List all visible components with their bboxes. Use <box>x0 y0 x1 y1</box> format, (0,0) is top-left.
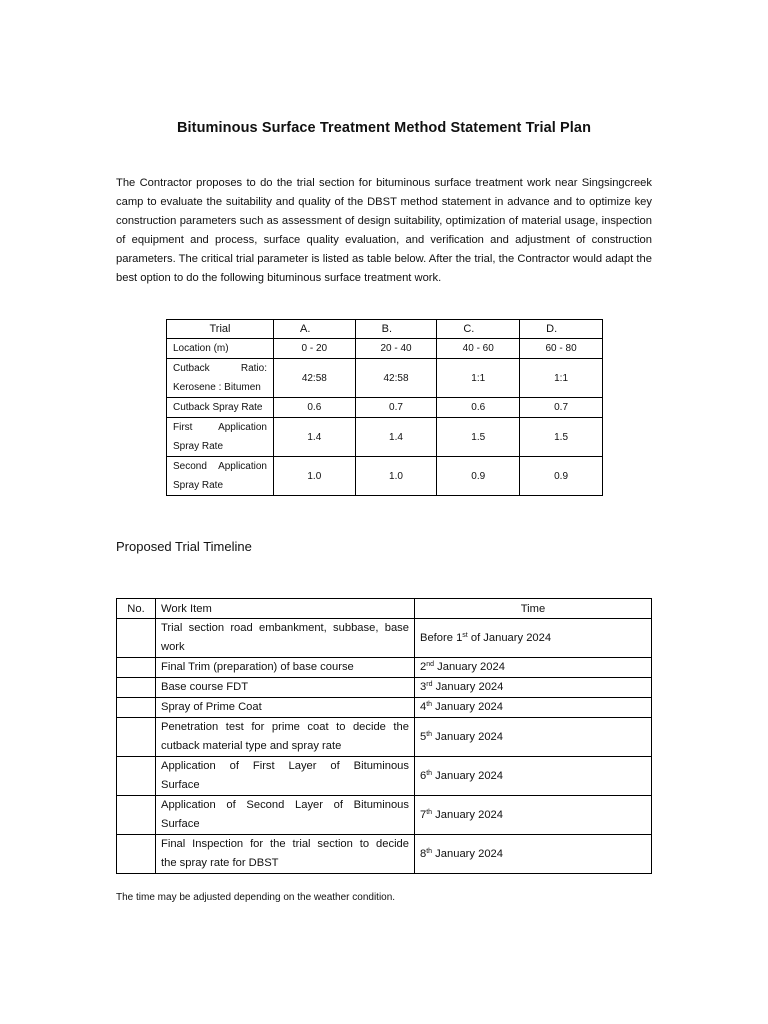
trial-table-row <box>167 359 603 398</box>
work-item <box>156 835 415 874</box>
timeline-row <box>117 757 652 796</box>
trial-parameter-table <box>166 319 603 496</box>
row-number <box>117 658 156 678</box>
timeline-row <box>117 796 652 835</box>
work-item: Spray of Prime Coat <box>156 698 415 718</box>
trial-header-cell: A. <box>274 320 356 339</box>
work-item <box>156 757 415 796</box>
intro-paragraph: The Contractor proposes to do the trial section for bituminous surface treatment work near Singsingcreek camp to evaluate the suitability and quality of the DBST method statement in advance and to optimize key construction parameters such as assessment of design suitability, optimization of material usage, inspection of equipment and process, surface quality evaluation, and verification and adjustment of construction parameters. The critical trial parameter is listed as table below. After the trial, the Contractor would adapt the best option to do the following bituminous surface treatment work. <box>116 177 652 284</box>
time-rest: January 2024 <box>432 847 503 860</box>
time-cell <box>415 678 652 698</box>
work-item-line2: Surface <box>161 779 200 791</box>
time-cell <box>415 796 652 835</box>
time-day: 3 <box>420 681 427 693</box>
trial-table-row <box>167 398 603 418</box>
time-day: 2 <box>420 661 427 673</box>
trial-header-cell: C. <box>437 320 520 339</box>
page-title: Bituminous Surface Treatment Method Statement Trial Plan <box>176 120 592 136</box>
trial-value-cell: 0.9 <box>520 457 603 496</box>
trial-value-cell: 0 - 20 <box>274 339 356 359</box>
row-number <box>117 678 156 698</box>
time-cell <box>415 698 652 718</box>
time-rest: of January 2024 <box>467 631 552 644</box>
param-label: Cutback Spray Rate <box>167 398 274 418</box>
timeline-row <box>117 678 652 698</box>
footnote: The time may be adjusted depending on the weather condition. <box>116 892 396 903</box>
trial-table-row <box>167 457 603 496</box>
time-rest: January 2024 <box>432 701 503 713</box>
time-header: Time <box>415 599 652 619</box>
time-rest: January 2024 <box>432 769 503 782</box>
time-suffix: th <box>426 769 433 777</box>
row-number <box>117 698 156 718</box>
time-cell <box>415 658 652 678</box>
param-label: Location (m) <box>167 339 274 359</box>
param-label-line1: First Application <box>173 422 267 433</box>
work-item <box>156 796 415 835</box>
trial-value-cell: 0.6 <box>437 398 520 418</box>
timeline-header-row <box>117 599 652 619</box>
trial-value-cell: 1.0 <box>355 457 437 496</box>
row-number <box>117 757 156 796</box>
trial-header-cell: B. <box>355 320 437 339</box>
time-day: 4 <box>420 701 427 713</box>
trial-table-row <box>167 418 603 457</box>
time-cell <box>415 718 652 757</box>
time-rest: January 2024 <box>432 681 504 693</box>
time-day: Before 1 <box>420 631 463 644</box>
timeline-row <box>117 698 652 718</box>
time-rest: January 2024 <box>434 661 505 673</box>
trial-table-row <box>167 339 603 359</box>
work-item-line2: Surface <box>161 818 200 830</box>
time-day: 7 <box>420 808 427 821</box>
param-label-line2: Spray Rate <box>173 480 224 491</box>
row-number <box>117 718 156 757</box>
time-suffix: rd <box>426 681 433 688</box>
time-suffix: th <box>426 730 433 738</box>
timeline-table <box>116 598 652 874</box>
trial-value-cell: 0.7 <box>520 398 603 418</box>
work-item-line2: the spray rate for DBST <box>161 857 279 869</box>
row-number <box>117 796 156 835</box>
trial-header-cell: D. <box>520 320 603 339</box>
param-label <box>167 457 274 496</box>
timeline-row <box>117 718 652 757</box>
timeline-heading: Proposed Trial Timeline <box>116 539 252 554</box>
timeline-row <box>117 619 652 658</box>
work-item-line2: work <box>161 641 185 653</box>
param-label <box>167 418 274 457</box>
param-label-line1: Second Application <box>173 461 267 472</box>
work-item <box>156 718 415 757</box>
work-item-line1: Application of Second Layer of Bituminous <box>161 799 409 811</box>
time-suffix: th <box>426 847 433 855</box>
work-item-line1: Final Inspection for the trial section to decide <box>161 838 409 850</box>
time-cell <box>415 757 652 796</box>
trial-table-header-row <box>167 320 603 339</box>
time-suffix: nd <box>426 661 435 668</box>
trial-value-cell: 0.9 <box>437 457 520 496</box>
time-day: 6 <box>420 769 427 782</box>
trial-value-cell: 1.0 <box>274 457 356 496</box>
work-item-line1: Trial section road embankment, subbase, base <box>161 622 409 634</box>
trial-header-cell: Trial <box>167 320 274 339</box>
work-item: Final Trim (preparation) of base course <box>156 658 415 678</box>
time-cell <box>415 835 652 874</box>
param-label-line1: Cutback Ratio: <box>173 363 267 374</box>
trial-value-cell: 1:1 <box>520 359 603 398</box>
param-label-line2: Spray Rate <box>173 441 224 452</box>
time-cell <box>415 619 652 658</box>
trial-value-cell: 1:1 <box>437 359 520 398</box>
time-suffix: st <box>462 631 468 639</box>
trial-value-cell: 1.4 <box>274 418 356 457</box>
work-item-line2: cutback material type and spray rate <box>161 740 342 752</box>
trial-value-cell: 0.6 <box>274 398 356 418</box>
param-label <box>167 359 274 398</box>
param-label-line2: Kerosene : Bitumen <box>173 382 261 393</box>
time-suffix: th <box>426 808 433 816</box>
trial-value-cell: 1.4 <box>355 418 437 457</box>
trial-value-cell: 20 - 40 <box>355 339 437 359</box>
work-item-line1: Application of First Layer of Bituminous <box>161 760 409 772</box>
work-item-line1: Penetration test for prime coat to decide the <box>161 721 409 733</box>
no-header: No. <box>117 599 156 619</box>
time-rest: January 2024 <box>432 808 503 821</box>
trial-value-cell: 0.7 <box>355 398 437 418</box>
timeline-row <box>117 835 652 874</box>
trial-value-cell: 42:58 <box>355 359 437 398</box>
trial-value-cell: 42:58 <box>274 359 356 398</box>
time-rest: January 2024 <box>432 730 503 743</box>
trial-value-cell: 1.5 <box>520 418 603 457</box>
trial-value-cell: 60 - 80 <box>520 339 603 359</box>
row-number <box>117 619 156 658</box>
trial-value-cell: 1.5 <box>437 418 520 457</box>
work-item: Base course FDT <box>156 678 415 698</box>
time-day: 5 <box>420 730 427 743</box>
trial-value-cell: 40 - 60 <box>437 339 520 359</box>
time-suffix: th <box>426 701 433 708</box>
row-number <box>117 835 156 874</box>
work-item <box>156 619 415 658</box>
timeline-row <box>117 658 652 678</box>
time-day: 8 <box>420 847 427 860</box>
work-item-header: Work Item <box>156 599 415 619</box>
